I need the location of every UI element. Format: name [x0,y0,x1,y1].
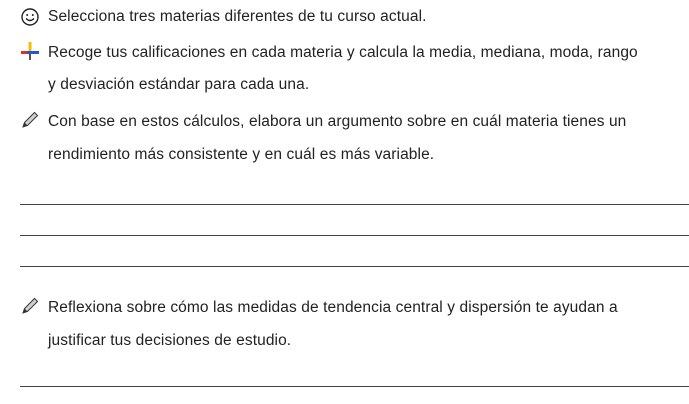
instruction-2-line-1: Recoge tus calificaciones en cada materia y calcula la media, mediana, moda, rango [48,44,638,61]
instruction-3-line-2: rendimiento más consistente y en cuál es más variable. [48,146,435,163]
instruction-3-line-1: Con base en estos cálculos, elabora un argumento sobre en cuál materia tienes un [48,113,627,130]
instruction-4-line-1: Reflexiona sobre cómo las medidas de tendencia central y dispersión te ayudan a [48,299,618,316]
pencil-icon [20,296,40,316]
smiley-icon [20,7,40,27]
pencil-icon [20,110,40,130]
answer-line[interactable] [20,386,689,387]
answer-line[interactable] [20,235,689,236]
instruction-1-line-1: Selecciona tres materias diferentes de tu curso actual. [48,8,427,25]
instruction-2-line-2: y desviación estándar para cada una. [48,76,310,93]
instruction-4-line-2: justificar tus decisiones de estudio. [48,332,292,349]
answer-line[interactable] [20,204,689,205]
answer-line[interactable] [20,266,689,267]
pushpin-icon [20,41,40,61]
